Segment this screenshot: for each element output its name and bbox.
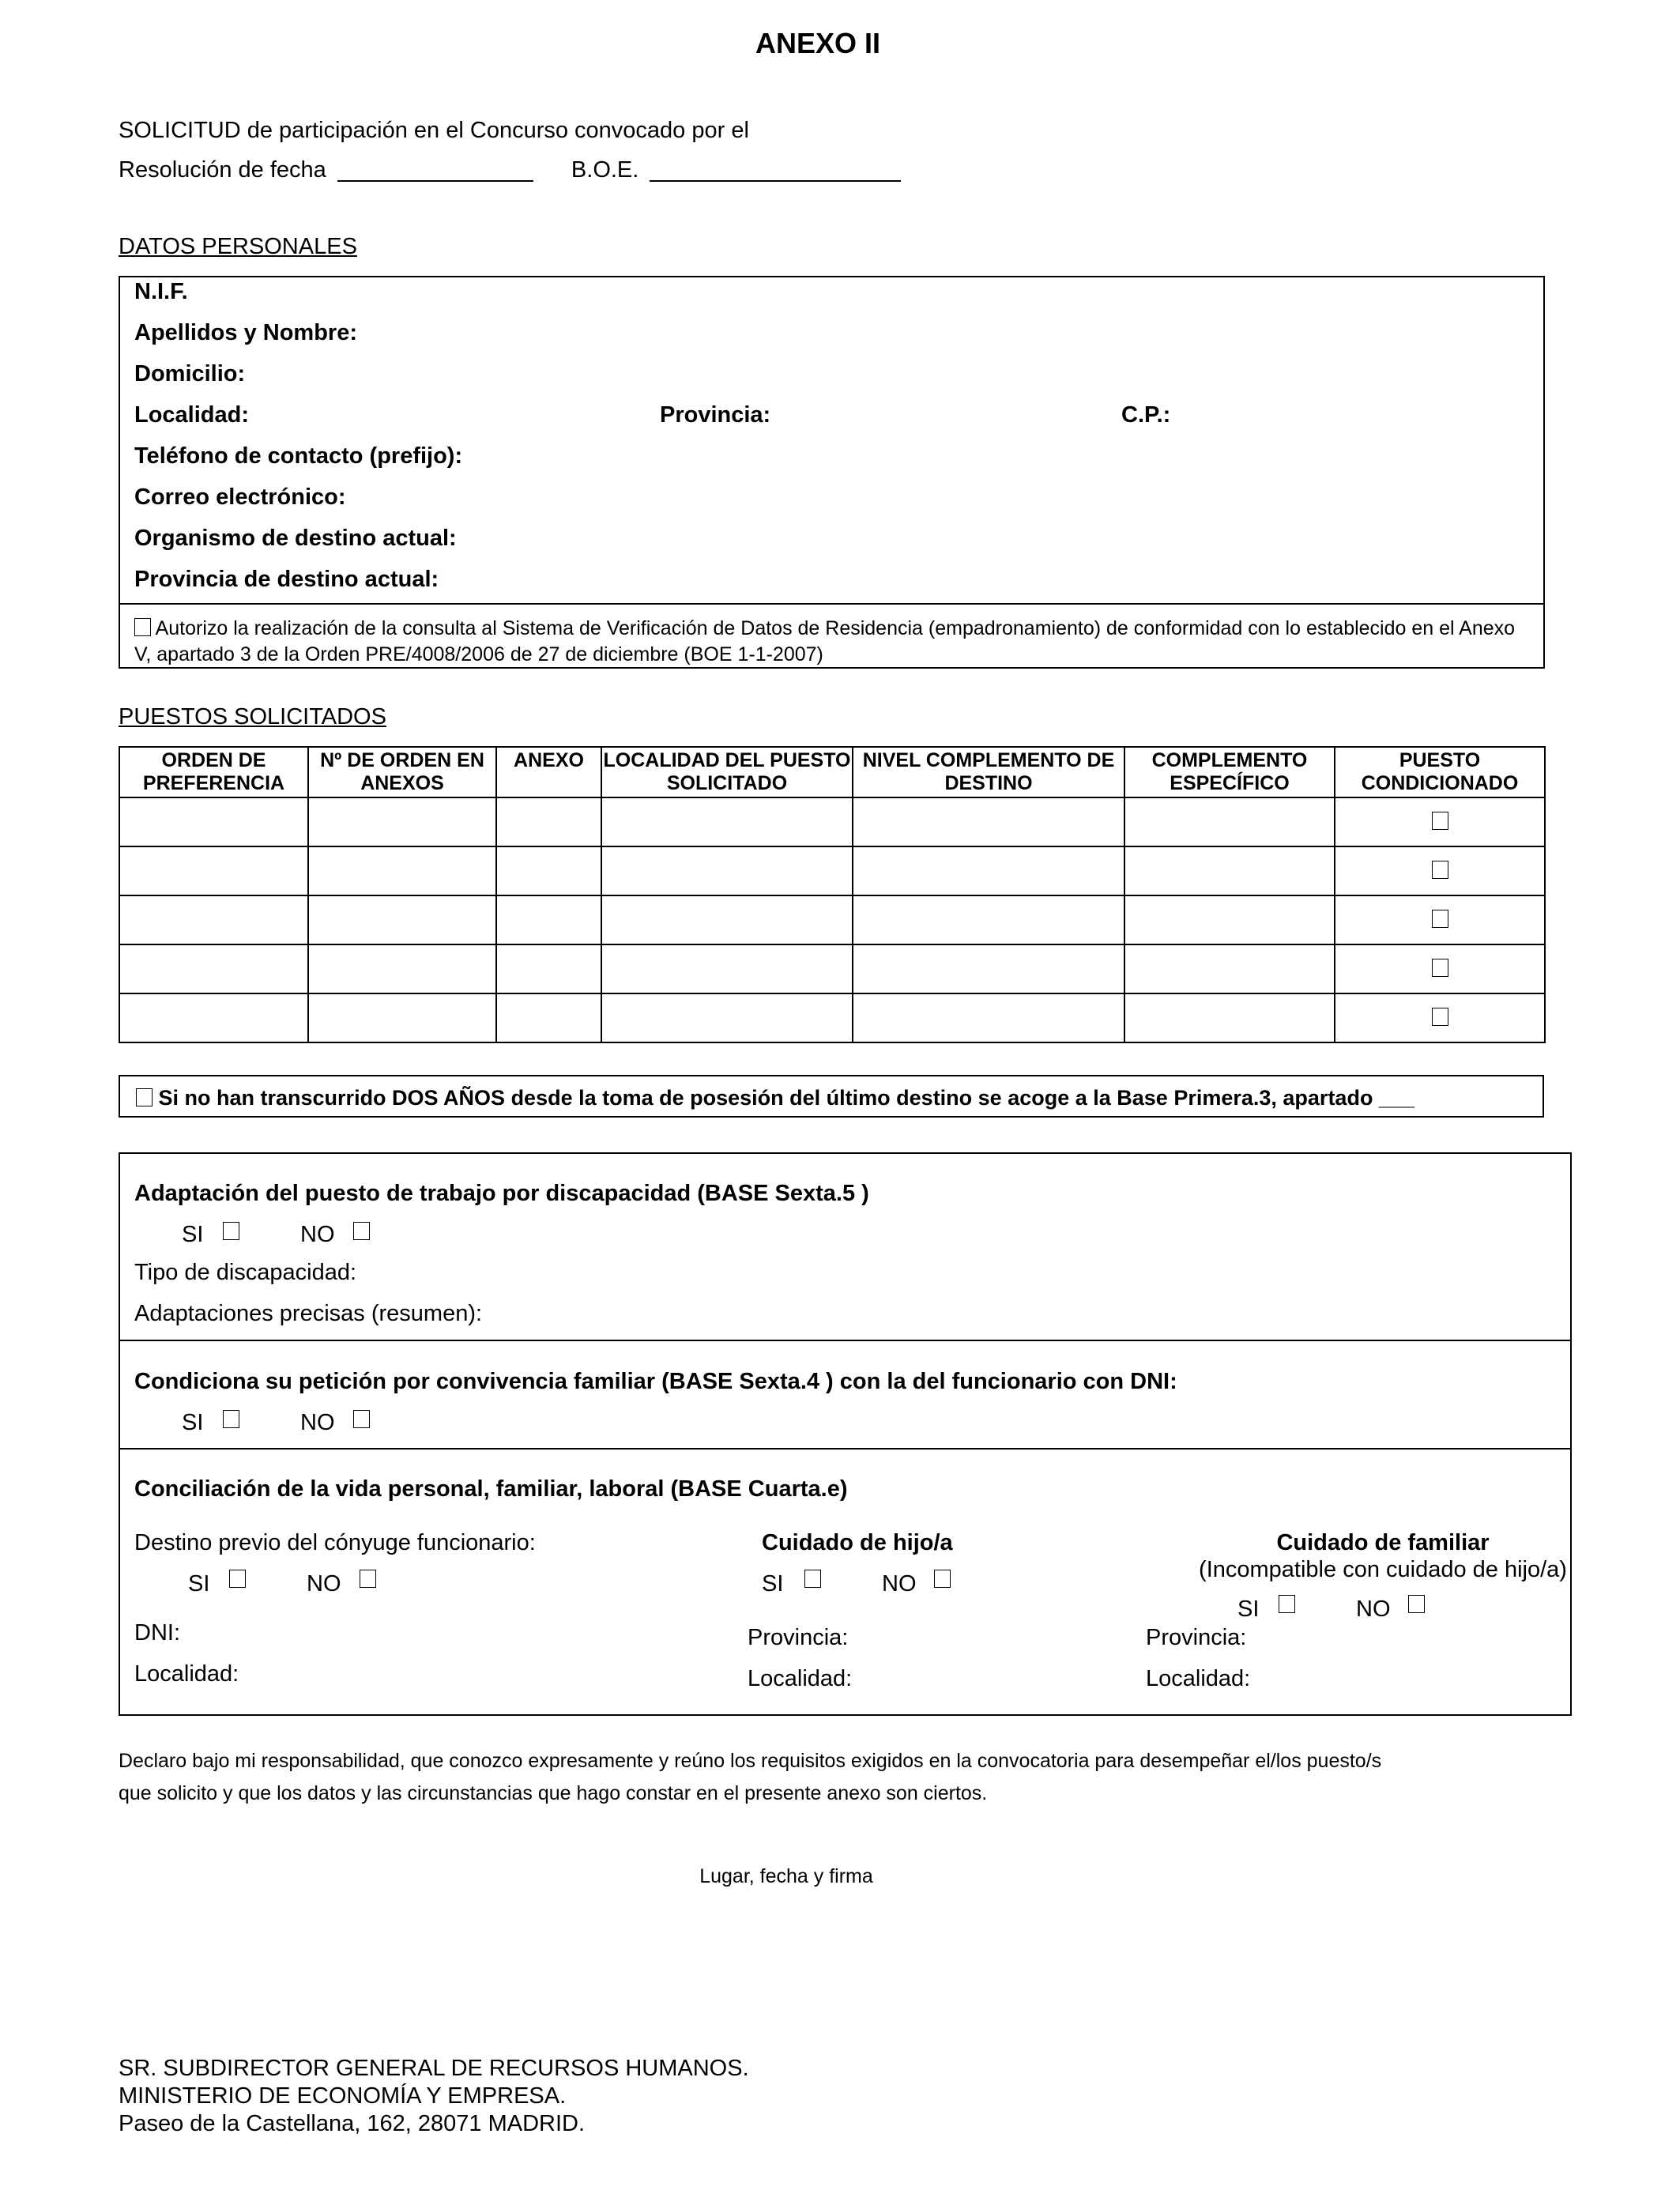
resolution-label: Resolución de fecha	[119, 157, 326, 183]
locality-label: Localidad:	[134, 402, 250, 428]
relative-si-checkbox[interactable]	[1279, 1595, 1295, 1613]
consent-checkbox[interactable]	[134, 618, 151, 636]
phone-label: Teléfono de contacto (prefijo):	[134, 443, 463, 469]
col-header: Nº DE ORDEN EN ANEXOS	[308, 747, 496, 797]
conditioned-checkbox[interactable]	[1432, 812, 1448, 830]
relative-care-note: (Incompatible con cuidado de hijo/a)	[1199, 1557, 1567, 1582]
address-line-2: MINISTERIO DE ECONOMÍA Y EMPRESA.	[119, 2083, 567, 2109]
table-cell[interactable]	[308, 797, 496, 846]
spouse-no-label: NO	[307, 1571, 341, 1596]
table-row	[119, 944, 1545, 993]
table-cell[interactable]	[853, 895, 1124, 944]
table-cell[interactable]	[308, 993, 496, 1042]
two-years-row	[136, 1086, 1414, 1110]
child-care-label: Cuidado de hijo/a	[762, 1530, 953, 1555]
table-cell[interactable]	[1124, 944, 1335, 993]
relative-no-label: NO	[1356, 1596, 1391, 1622]
table-cell[interactable]	[308, 944, 496, 993]
table-cell[interactable]	[1124, 895, 1335, 944]
table-cell[interactable]	[853, 797, 1124, 846]
table-cell[interactable]	[601, 846, 853, 895]
family-si-checkbox[interactable]	[223, 1410, 239, 1428]
intro-line: SOLICITUD de participación en el Concurso convocado por el	[119, 118, 749, 143]
divider	[120, 1448, 1570, 1449]
province-label: Provincia:	[660, 402, 771, 428]
table-cell[interactable]	[496, 944, 601, 993]
table-cell[interactable]	[119, 944, 308, 993]
two-years-box	[119, 1075, 1544, 1118]
table-cell[interactable]	[601, 993, 853, 1042]
disability-title: Adaptación del puesto de trabajo por discapacidad (BASE Sexta.5 )	[134, 1181, 869, 1206]
disability-no-checkbox[interactable]	[353, 1222, 370, 1240]
relative-care-label: Cuidado de familiar	[1276, 1530, 1490, 1555]
child-province-label: Provincia:	[748, 1625, 849, 1650]
table-row	[119, 797, 1545, 846]
table-cell[interactable]	[119, 895, 308, 944]
col-header: ANEXO	[496, 747, 601, 797]
table-header-row	[119, 747, 1545, 797]
conditioned-checkbox[interactable]	[1432, 861, 1448, 879]
table-cell[interactable]	[496, 797, 601, 846]
posts-body	[119, 797, 1545, 1042]
table-cell[interactable]	[601, 944, 853, 993]
col-header: NIVEL COMPLEMENTO DE DESTINO	[853, 747, 1124, 797]
table-cell[interactable]	[601, 797, 853, 846]
table-row	[119, 895, 1545, 944]
current-body-label: Organismo de destino actual:	[134, 526, 457, 551]
divider	[120, 603, 1543, 605]
address-line-3: Paseo de la Castellana, 162, 28071 MADRID.	[119, 2111, 586, 2136]
disability-no-label: NO	[300, 1222, 335, 1247]
table-row	[119, 846, 1545, 895]
family-si-label: SI	[182, 1410, 204, 1435]
table-cell	[1335, 797, 1545, 846]
family-no-checkbox[interactable]	[353, 1410, 370, 1428]
table-cell[interactable]	[119, 993, 308, 1042]
table-cell[interactable]	[601, 895, 853, 944]
table-cell[interactable]	[308, 846, 496, 895]
table-cell	[1335, 993, 1545, 1042]
table-cell[interactable]	[1124, 797, 1335, 846]
disability-type-label: Tipo de discapacidad:	[134, 1260, 357, 1285]
family-no-label: NO	[300, 1410, 335, 1435]
col-header: ORDEN DE PREFERENCIA	[119, 747, 308, 797]
child-no-checkbox[interactable]	[934, 1570, 951, 1588]
page-title: ANEXO II	[755, 27, 881, 59]
table-cell[interactable]	[119, 797, 308, 846]
table-cell[interactable]	[1124, 846, 1335, 895]
spouse-si-checkbox[interactable]	[229, 1570, 246, 1588]
table-cell	[1335, 895, 1545, 944]
col-header: PUESTO CONDICIONADO	[1335, 747, 1545, 797]
relative-no-checkbox[interactable]	[1408, 1595, 1425, 1613]
spouse-label: Destino previo del cónyuge funcionario:	[134, 1530, 536, 1555]
conditions-box	[119, 1152, 1572, 1716]
current-province-label: Provincia de destino actual:	[134, 567, 439, 592]
resolution-row	[119, 157, 901, 183]
table-cell[interactable]	[496, 846, 601, 895]
boe-label: B.O.E.	[571, 157, 639, 183]
child-si-label: SI	[762, 1571, 784, 1596]
conditioned-checkbox[interactable]	[1432, 1008, 1448, 1026]
disability-si-checkbox[interactable]	[223, 1222, 239, 1240]
consent-label: Autorizo la realización de la consulta al Sistema de Verificación de Datos de Residencia (empadronamiento) de conformidad con lo establecido en el Anexo V, apartado 3 de la Orden PRE/4008/2006 de 27 de diciembre (BOE 1-1-2007)	[134, 617, 1516, 665]
posts-table	[119, 746, 1546, 1043]
nif-label: N.I.F.	[134, 279, 188, 304]
posts-heading: PUESTOS SOLICITADOS	[119, 704, 386, 729]
table-cell	[1335, 846, 1545, 895]
table-cell	[1335, 944, 1545, 993]
two-years-label: Si no han transcurrido DOS AÑOS desde la toma de posesión del último destino se acoge a la Base Primera.3, apartado ___	[158, 1086, 1414, 1110]
table-cell[interactable]	[496, 895, 601, 944]
child-no-label: NO	[882, 1571, 917, 1596]
table-cell[interactable]	[853, 944, 1124, 993]
col-header: LOCALIDAD DEL PUESTO SOLICITADO	[601, 747, 853, 797]
signature-label: Lugar, fecha y firma	[699, 1865, 873, 1887]
email-label: Correo electrónico:	[134, 484, 346, 510]
relative-locality-label: Localidad:	[1146, 1666, 1251, 1691]
spouse-locality-label: Localidad:	[134, 1661, 239, 1687]
disability-adaptations-label: Adaptaciones precisas (resumen):	[134, 1301, 483, 1326]
postal-code-label: C.P.:	[1121, 402, 1171, 428]
boe-field[interactable]	[650, 158, 901, 182]
relative-si-label: SI	[1237, 1596, 1260, 1622]
address-line-1: SR. SUBDIRECTOR GENERAL DE RECURSOS HUMANOS.	[119, 2056, 749, 2081]
child-si-checkbox[interactable]	[804, 1570, 821, 1588]
table-cell[interactable]	[853, 846, 1124, 895]
personal-heading: DATOS PERSONALES	[119, 234, 357, 259]
conditioned-checkbox[interactable]	[1432, 959, 1448, 977]
spouse-si-label: SI	[188, 1571, 210, 1596]
table-cell[interactable]	[853, 993, 1124, 1042]
address-label: Domicilio:	[134, 361, 246, 386]
declaration-line-1: Declaro bajo mi responsabilidad, que conozco expresamente y reúno los requisitos exigidos en la convocatoria para desempeñar el/los puesto/s	[119, 1750, 1382, 1772]
conditioned-checkbox[interactable]	[1432, 910, 1448, 928]
table-cell[interactable]	[1124, 993, 1335, 1042]
name-label: Apellidos y Nombre:	[134, 320, 357, 345]
conciliation-title: Conciliación de la vida personal, familiar, laboral (BASE Cuarta.e)	[134, 1476, 848, 1502]
child-locality-label: Localidad:	[748, 1666, 853, 1691]
personal-data-box	[119, 276, 1545, 669]
declaration-line-2: que solicito y que los datos y las circunstancias que hago constar en el presente anexo son ciertos.	[119, 1782, 988, 1804]
relative-province-label: Provincia:	[1146, 1625, 1247, 1650]
resolution-date-field[interactable]	[337, 158, 533, 182]
table-cell[interactable]	[119, 846, 308, 895]
table-cell[interactable]	[496, 993, 601, 1042]
spouse-dni-label: DNI:	[134, 1620, 180, 1646]
col-header: COMPLEMENTO ESPECÍFICO	[1124, 747, 1335, 797]
table-cell[interactable]	[308, 895, 496, 944]
consent-text	[134, 616, 1533, 668]
divider	[120, 1340, 1570, 1341]
spouse-no-checkbox[interactable]	[360, 1570, 376, 1588]
table-row	[119, 993, 1545, 1042]
disability-si-label: SI	[182, 1222, 204, 1247]
family-title: Condiciona su petición por convivencia familiar (BASE Sexta.4 ) con la del funcionario con DNI:	[134, 1369, 1177, 1394]
two-years-checkbox[interactable]	[136, 1088, 153, 1106]
